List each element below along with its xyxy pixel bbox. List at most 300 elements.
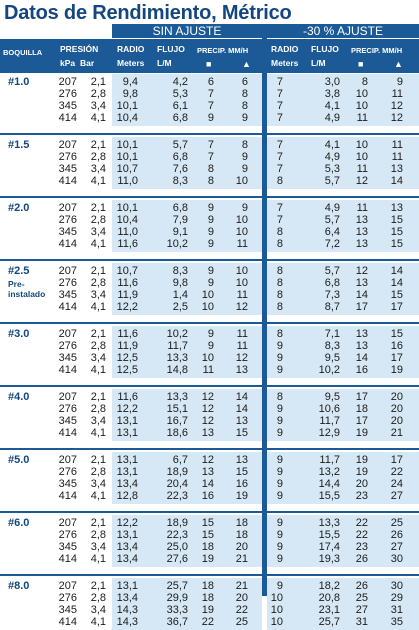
table-cell: 345 bbox=[58, 352, 77, 364]
table-cell: 13 bbox=[355, 226, 368, 238]
table-cell: 20 bbox=[235, 592, 248, 604]
table-cell: 4,1 bbox=[90, 616, 106, 628]
table-cell: 11 bbox=[236, 238, 248, 250]
table-cell: 9 bbox=[276, 466, 283, 478]
table-cell: 7 bbox=[207, 139, 214, 151]
table-cell: 18,2 bbox=[318, 580, 340, 592]
table-cell: 14 bbox=[355, 352, 368, 364]
table-cell: 9 bbox=[276, 352, 283, 364]
table-cell: 3,4 bbox=[90, 352, 106, 364]
table-cell: 9 bbox=[276, 415, 283, 427]
table-cell: 9 bbox=[207, 202, 214, 214]
table-cell: 345 bbox=[58, 100, 77, 112]
group-separator bbox=[0, 385, 419, 387]
table-cell: 8,3 bbox=[324, 340, 340, 352]
table-cell: 22 bbox=[201, 616, 214, 628]
table-cell: 8 bbox=[276, 391, 283, 403]
table-cell: 2,8 bbox=[90, 88, 106, 100]
table-cell: 4,9 bbox=[324, 151, 340, 163]
table-cell: 17 bbox=[390, 352, 403, 364]
table-cell: 11 bbox=[202, 364, 214, 376]
table-cell: 15 bbox=[201, 529, 214, 541]
table-cell: 5,3 bbox=[172, 88, 188, 100]
table-cell: 10 bbox=[355, 100, 368, 112]
table-cell: 15,5 bbox=[318, 529, 340, 541]
table-cell: 276 bbox=[58, 529, 77, 541]
table-cell: 9 bbox=[276, 490, 283, 502]
table-cell: 9 bbox=[276, 478, 283, 490]
table-cell: 15 bbox=[390, 238, 403, 250]
table-cell: 27,6 bbox=[166, 553, 188, 565]
table-cell: 10 bbox=[270, 616, 283, 628]
table-cell: 20 bbox=[390, 391, 403, 403]
table-cell: 11 bbox=[236, 340, 248, 352]
table-cell: 345 bbox=[58, 163, 77, 175]
table-cell: 11,6 bbox=[117, 238, 138, 250]
table-cell: 21 bbox=[390, 427, 403, 439]
table-cell: 2,1 bbox=[90, 454, 106, 466]
table-cell: 4,1 bbox=[90, 112, 106, 124]
table-cell: 7 bbox=[207, 88, 214, 100]
table-cell: 4,1 bbox=[90, 553, 106, 565]
table-cell: 12,8 bbox=[116, 490, 138, 502]
table-cell: 14 bbox=[390, 277, 403, 289]
table-cell: 6,8 bbox=[324, 277, 340, 289]
table-cell: 6 bbox=[241, 76, 248, 88]
table-cell: 11,9 bbox=[117, 289, 138, 301]
table-cell: 11 bbox=[236, 289, 248, 301]
table-cell: 9 bbox=[241, 151, 248, 163]
table-cell: 18 bbox=[201, 541, 214, 553]
table-cell: 11,6 bbox=[117, 391, 138, 403]
nozzle-label: #5.0 bbox=[8, 454, 30, 466]
table-cell: 19 bbox=[201, 604, 214, 616]
table-cell: 19,3 bbox=[318, 553, 340, 565]
table-cell: 11,6 bbox=[117, 277, 138, 289]
table-cell: 9 bbox=[207, 277, 214, 289]
table-cell: 27 bbox=[390, 541, 403, 553]
table-cell: 29,9 bbox=[166, 592, 188, 604]
table-cell: 17 bbox=[390, 301, 403, 313]
table-cell: 14,3 bbox=[116, 604, 138, 616]
table-cell: 2,1 bbox=[90, 139, 106, 151]
table-cell: 7 bbox=[276, 100, 283, 112]
table-cell: 12 bbox=[355, 175, 368, 187]
table-cell: 33,3 bbox=[166, 604, 188, 616]
table-cell: 9 bbox=[276, 364, 283, 376]
table-cell: 15 bbox=[390, 328, 403, 340]
table-cell: 20 bbox=[390, 403, 403, 415]
table-cell: 7 bbox=[276, 112, 283, 124]
table-cell: 13 bbox=[355, 238, 368, 250]
table-cell: 12,2 bbox=[116, 517, 138, 529]
table-cell: 11 bbox=[391, 139, 403, 151]
table-cell: 10 bbox=[235, 226, 248, 238]
table-cell: 6,8 bbox=[172, 112, 188, 124]
table-cell: 17,4 bbox=[318, 541, 340, 553]
table-cell: 10 bbox=[235, 277, 248, 289]
table-cell: 23,1 bbox=[318, 604, 340, 616]
table-cell: 13,4 bbox=[116, 478, 138, 490]
table-cell: 12 bbox=[201, 415, 214, 427]
header-radius-right: RADIO bbox=[271, 44, 299, 54]
group-separator bbox=[0, 511, 419, 513]
table-cell: 25,7 bbox=[318, 616, 340, 628]
table-cell: 2,8 bbox=[90, 151, 106, 163]
table-cell: 13,3 bbox=[166, 391, 188, 403]
table-cell: 30 bbox=[390, 580, 403, 592]
table-cell: 31 bbox=[390, 604, 403, 616]
table-cell: 2,1 bbox=[90, 202, 106, 214]
table-cell: 207 bbox=[58, 391, 77, 403]
table-cell: 9 bbox=[276, 340, 283, 352]
table-cell: 13 bbox=[235, 415, 248, 427]
table-cell: 12,2 bbox=[116, 403, 138, 415]
table-cell: 20 bbox=[235, 541, 248, 553]
table-cell: 22,3 bbox=[166, 529, 188, 541]
table-cell: 13 bbox=[390, 202, 403, 214]
table-cell: 414 bbox=[58, 364, 77, 376]
table-cell: 13,1 bbox=[116, 427, 138, 439]
table-cell: 5,7 bbox=[172, 139, 188, 151]
table-cell: 22 bbox=[355, 529, 368, 541]
table-cell: 8 bbox=[276, 238, 283, 250]
table-cell: 26 bbox=[390, 529, 403, 541]
nozzle-label: #3.0 bbox=[8, 328, 30, 340]
table-cell: 14,3 bbox=[116, 616, 138, 628]
nozzle-label: #2.5 bbox=[8, 265, 30, 277]
table-cell: 10,7 bbox=[116, 163, 138, 175]
table-cell: 20 bbox=[390, 415, 403, 427]
table-cell: 12,9 bbox=[318, 427, 340, 439]
group-separator bbox=[0, 448, 419, 450]
triangle-icon: ▲ bbox=[394, 59, 403, 69]
table-cell: 8 bbox=[241, 88, 248, 100]
table-cell: 10 bbox=[235, 265, 248, 277]
table-cell: 14 bbox=[390, 265, 403, 277]
triangle-icon: ▲ bbox=[242, 59, 251, 69]
group-separator bbox=[0, 259, 419, 261]
table-cell: 207 bbox=[58, 76, 77, 88]
table-cell: 207 bbox=[58, 265, 77, 277]
header-precip-right: PRECIP. MM/H bbox=[351, 46, 403, 55]
table-cell: 9 bbox=[207, 214, 214, 226]
nozzle-label: #8.0 bbox=[8, 580, 30, 592]
table-cell: 18 bbox=[355, 403, 368, 415]
table-cell: 12 bbox=[201, 391, 214, 403]
table-cell: 3,4 bbox=[90, 226, 106, 238]
table-cell: 2,8 bbox=[90, 466, 106, 478]
table-cell: 7 bbox=[276, 151, 283, 163]
table-cell: 18 bbox=[235, 517, 248, 529]
table-cell: 2,8 bbox=[90, 277, 106, 289]
table-cell: 8 bbox=[276, 277, 283, 289]
table-cell: 19 bbox=[355, 466, 368, 478]
table-cell: 2,8 bbox=[90, 214, 106, 226]
table-cell: 414 bbox=[58, 112, 77, 124]
table-cell: 9,5 bbox=[324, 352, 340, 364]
table-cell: 3,8 bbox=[324, 88, 340, 100]
header-lm-left: L/M bbox=[157, 58, 172, 68]
table-cell: 19 bbox=[235, 490, 248, 502]
table-cell: 207 bbox=[58, 580, 77, 592]
table-cell: 13,3 bbox=[166, 352, 188, 364]
table-cell: 11 bbox=[391, 88, 403, 100]
table-cell: 10,1 bbox=[116, 151, 138, 163]
table-cell: 15 bbox=[390, 289, 403, 301]
header-precip-left: PRECIP. MM/H bbox=[197, 46, 249, 55]
table-cell: 10 bbox=[355, 151, 368, 163]
table-cell: 22 bbox=[235, 604, 248, 616]
table-cell: 15,1 bbox=[166, 403, 188, 415]
nozzle-label: #2.0 bbox=[8, 202, 30, 214]
table-cell: 9,1 bbox=[172, 226, 188, 238]
table-cell: 16 bbox=[355, 364, 368, 376]
table-cell: 9,5 bbox=[324, 391, 340, 403]
table-cell: 17 bbox=[355, 415, 368, 427]
table-cell: 5,3 bbox=[324, 163, 340, 175]
table-cell: 3,4 bbox=[90, 478, 106, 490]
table-cell: 345 bbox=[58, 415, 77, 427]
table-cell: 8 bbox=[276, 226, 283, 238]
table-cell: 10 bbox=[235, 175, 248, 187]
table-cell: 14 bbox=[235, 391, 248, 403]
header-bar: Bar bbox=[80, 58, 95, 68]
table-cell: 13,4 bbox=[116, 592, 138, 604]
table-cell: 11 bbox=[236, 328, 248, 340]
table-cell: 16 bbox=[390, 340, 403, 352]
table-cell: 9 bbox=[276, 529, 283, 541]
table-cell: 3,4 bbox=[90, 100, 106, 112]
table-cell: 4,1 bbox=[90, 301, 106, 313]
group-separator bbox=[0, 133, 419, 135]
table-cell: 8 bbox=[361, 76, 368, 88]
table-cell: 23 bbox=[355, 541, 368, 553]
table-cell: 6,8 bbox=[172, 151, 188, 163]
table-cell: 12,5 bbox=[116, 352, 138, 364]
table-cell: 29 bbox=[390, 592, 403, 604]
table-cell: 2,1 bbox=[90, 517, 106, 529]
table-cell: 10,4 bbox=[116, 112, 138, 124]
nozzle-label: #1.0 bbox=[8, 76, 30, 88]
table-cell: 11,7 bbox=[167, 340, 188, 352]
table-cell: 4,1 bbox=[90, 490, 106, 502]
header-radius-left: RADIO bbox=[117, 44, 145, 54]
table-cell: 25 bbox=[355, 592, 368, 604]
table-cell: 12 bbox=[201, 403, 214, 415]
table-cell: 13 bbox=[201, 427, 214, 439]
table-cell: 35 bbox=[390, 616, 403, 628]
table-cell: 8 bbox=[207, 175, 214, 187]
table-cell: 10 bbox=[201, 352, 214, 364]
table-cell: 7 bbox=[276, 139, 283, 151]
table-cell: 10 bbox=[270, 592, 283, 604]
table-cell: 414 bbox=[58, 175, 77, 187]
table-cell: 4,9 bbox=[324, 202, 340, 214]
table-cell: 10 bbox=[355, 139, 368, 151]
table-cell: 6,8 bbox=[172, 202, 188, 214]
table-cell: 8 bbox=[207, 163, 214, 175]
table-cell: 9 bbox=[276, 541, 283, 553]
table-cell: 9 bbox=[276, 580, 283, 592]
table-cell: 8,3 bbox=[172, 265, 188, 277]
table-cell: 13,1 bbox=[116, 415, 138, 427]
table-cell: 276 bbox=[58, 340, 77, 352]
table-cell: 13,3 bbox=[318, 517, 340, 529]
table-cell: 15 bbox=[201, 517, 214, 529]
table-cell: 13 bbox=[201, 466, 214, 478]
table-cell: 9 bbox=[276, 403, 283, 415]
header-meters-left: Meters bbox=[117, 58, 145, 68]
table-cell: 414 bbox=[58, 238, 77, 250]
table-cell: 9 bbox=[276, 517, 283, 529]
table-cell: 10,7 bbox=[116, 265, 138, 277]
table-cell: 9 bbox=[207, 328, 214, 340]
table-cell: 9 bbox=[276, 454, 283, 466]
table-cell: 16 bbox=[235, 478, 248, 490]
table-cell: 13,1 bbox=[116, 529, 138, 541]
table-cell: 414 bbox=[58, 553, 77, 565]
table-cell: 7 bbox=[276, 76, 283, 88]
table-cell: 18 bbox=[201, 592, 214, 604]
table-cell: 6 bbox=[207, 76, 214, 88]
table-cell: 13,4 bbox=[116, 553, 138, 565]
table-cell: 7,6 bbox=[172, 163, 188, 175]
table-cell: 13,2 bbox=[318, 466, 340, 478]
table-cell: 30 bbox=[390, 553, 403, 565]
table-cell: 10,1 bbox=[116, 139, 138, 151]
table-cell: 414 bbox=[58, 616, 77, 628]
table-cell: 11,9 bbox=[117, 340, 138, 352]
table-cell: 21 bbox=[235, 553, 248, 565]
table-cell: 15 bbox=[390, 226, 403, 238]
table-cell: 276 bbox=[58, 277, 77, 289]
table-cell: 2,1 bbox=[90, 328, 106, 340]
table-cell: 10,2 bbox=[166, 238, 188, 250]
table-cell: 14 bbox=[235, 403, 248, 415]
table-cell: 10,1 bbox=[116, 100, 138, 112]
table-cell: 414 bbox=[58, 427, 77, 439]
table-cell: 31 bbox=[355, 616, 368, 628]
table-cell: 7 bbox=[276, 163, 283, 175]
table-cell: 13 bbox=[355, 340, 368, 352]
table-cell: 2,1 bbox=[90, 391, 106, 403]
square-icon: ■ bbox=[358, 59, 364, 69]
table-cell: 207 bbox=[58, 328, 77, 340]
table-cell: 10,4 bbox=[116, 214, 138, 226]
header-pressure: PRESIÓN bbox=[60, 44, 99, 54]
table-cell: 11 bbox=[391, 151, 403, 163]
table-cell: 19 bbox=[201, 553, 214, 565]
table-cell: 10,6 bbox=[318, 403, 340, 415]
table-cell: 12,2 bbox=[116, 301, 138, 313]
table-cell: 10,1 bbox=[116, 202, 138, 214]
table-cell: 3,4 bbox=[90, 604, 106, 616]
table-cell: 13,1 bbox=[116, 454, 138, 466]
table-cell: 207 bbox=[58, 454, 77, 466]
table-cell: 9 bbox=[276, 427, 283, 439]
table-cell: 4,9 bbox=[324, 112, 340, 124]
table-cell: 11,0 bbox=[117, 175, 138, 187]
table-cell: 2,1 bbox=[90, 265, 106, 277]
table-cell: 27 bbox=[390, 490, 403, 502]
table-cell: 10,2 bbox=[166, 328, 188, 340]
table-cell: 13,4 bbox=[116, 541, 138, 553]
table-cell: 12 bbox=[390, 112, 403, 124]
table-cell: 14 bbox=[355, 289, 368, 301]
table-cell: 1,4 bbox=[172, 289, 188, 301]
table-cell: 24 bbox=[390, 478, 403, 490]
table-cell: 13 bbox=[390, 163, 403, 175]
table-cell: 9 bbox=[241, 202, 248, 214]
table-cell: 17 bbox=[355, 391, 368, 403]
table-cell: 4,1 bbox=[90, 427, 106, 439]
header-flow-right: FLUJO bbox=[311, 44, 339, 54]
table-cell: 26 bbox=[355, 553, 368, 565]
table-cell: 276 bbox=[58, 214, 77, 226]
table-cell: 20,4 bbox=[166, 478, 188, 490]
table-cell: 8,3 bbox=[172, 175, 188, 187]
header-flow-left: FLUJO bbox=[157, 44, 185, 54]
table-cell: 7 bbox=[276, 202, 283, 214]
table-cell: 11,6 bbox=[117, 328, 138, 340]
header-nozzle: BOQUILLA bbox=[3, 48, 43, 57]
table-cell: 18,9 bbox=[166, 517, 188, 529]
table-cell: 345 bbox=[58, 604, 77, 616]
table-cell: 10 bbox=[270, 604, 283, 616]
table-cell: 6,1 bbox=[172, 100, 188, 112]
table-cell: 276 bbox=[58, 151, 77, 163]
table-cell: 2,8 bbox=[90, 529, 106, 541]
table-cell: 13 bbox=[355, 277, 368, 289]
table-cell: 7,3 bbox=[324, 289, 340, 301]
table-cell: 276 bbox=[58, 88, 77, 100]
table-cell: 16,7 bbox=[166, 415, 188, 427]
table-cell: 8 bbox=[276, 328, 283, 340]
table-cell: 16 bbox=[201, 490, 214, 502]
table-cell: 19 bbox=[390, 364, 403, 376]
table-cell: 11 bbox=[356, 163, 368, 175]
table-cell: 27 bbox=[355, 604, 368, 616]
nozzle-label: #1.5 bbox=[8, 139, 30, 151]
table-cell: 10 bbox=[201, 301, 214, 313]
table-cell: 3,4 bbox=[90, 415, 106, 427]
table-cell: 276 bbox=[58, 466, 77, 478]
table-cell: 18,9 bbox=[166, 466, 188, 478]
table-cell: 13 bbox=[235, 454, 248, 466]
table-cell: 7 bbox=[207, 100, 214, 112]
table-cell: 345 bbox=[58, 289, 77, 301]
page-title: Datos de Rendimiento, Métrico bbox=[4, 2, 292, 24]
table-cell: 7,1 bbox=[324, 328, 340, 340]
table-cell: 8,7 bbox=[324, 301, 340, 313]
table-cell: 2,5 bbox=[172, 301, 188, 313]
table-cell: 11 bbox=[356, 202, 368, 214]
table-cell: 13,1 bbox=[116, 580, 138, 592]
table-cell: 9 bbox=[276, 553, 283, 565]
table-cell: 22 bbox=[390, 466, 403, 478]
table-cell: 9 bbox=[207, 112, 214, 124]
table-cell: 3,4 bbox=[90, 163, 106, 175]
table-cell: 207 bbox=[58, 202, 77, 214]
table-cell: 9 bbox=[207, 340, 214, 352]
table-cell: 9,4 bbox=[122, 76, 138, 88]
table-cell: 9 bbox=[241, 163, 248, 175]
table-cell: 12 bbox=[390, 100, 403, 112]
table-cell: 14,4 bbox=[318, 478, 340, 490]
table-cell: 8 bbox=[276, 175, 283, 187]
table-cell: 2,8 bbox=[90, 403, 106, 415]
